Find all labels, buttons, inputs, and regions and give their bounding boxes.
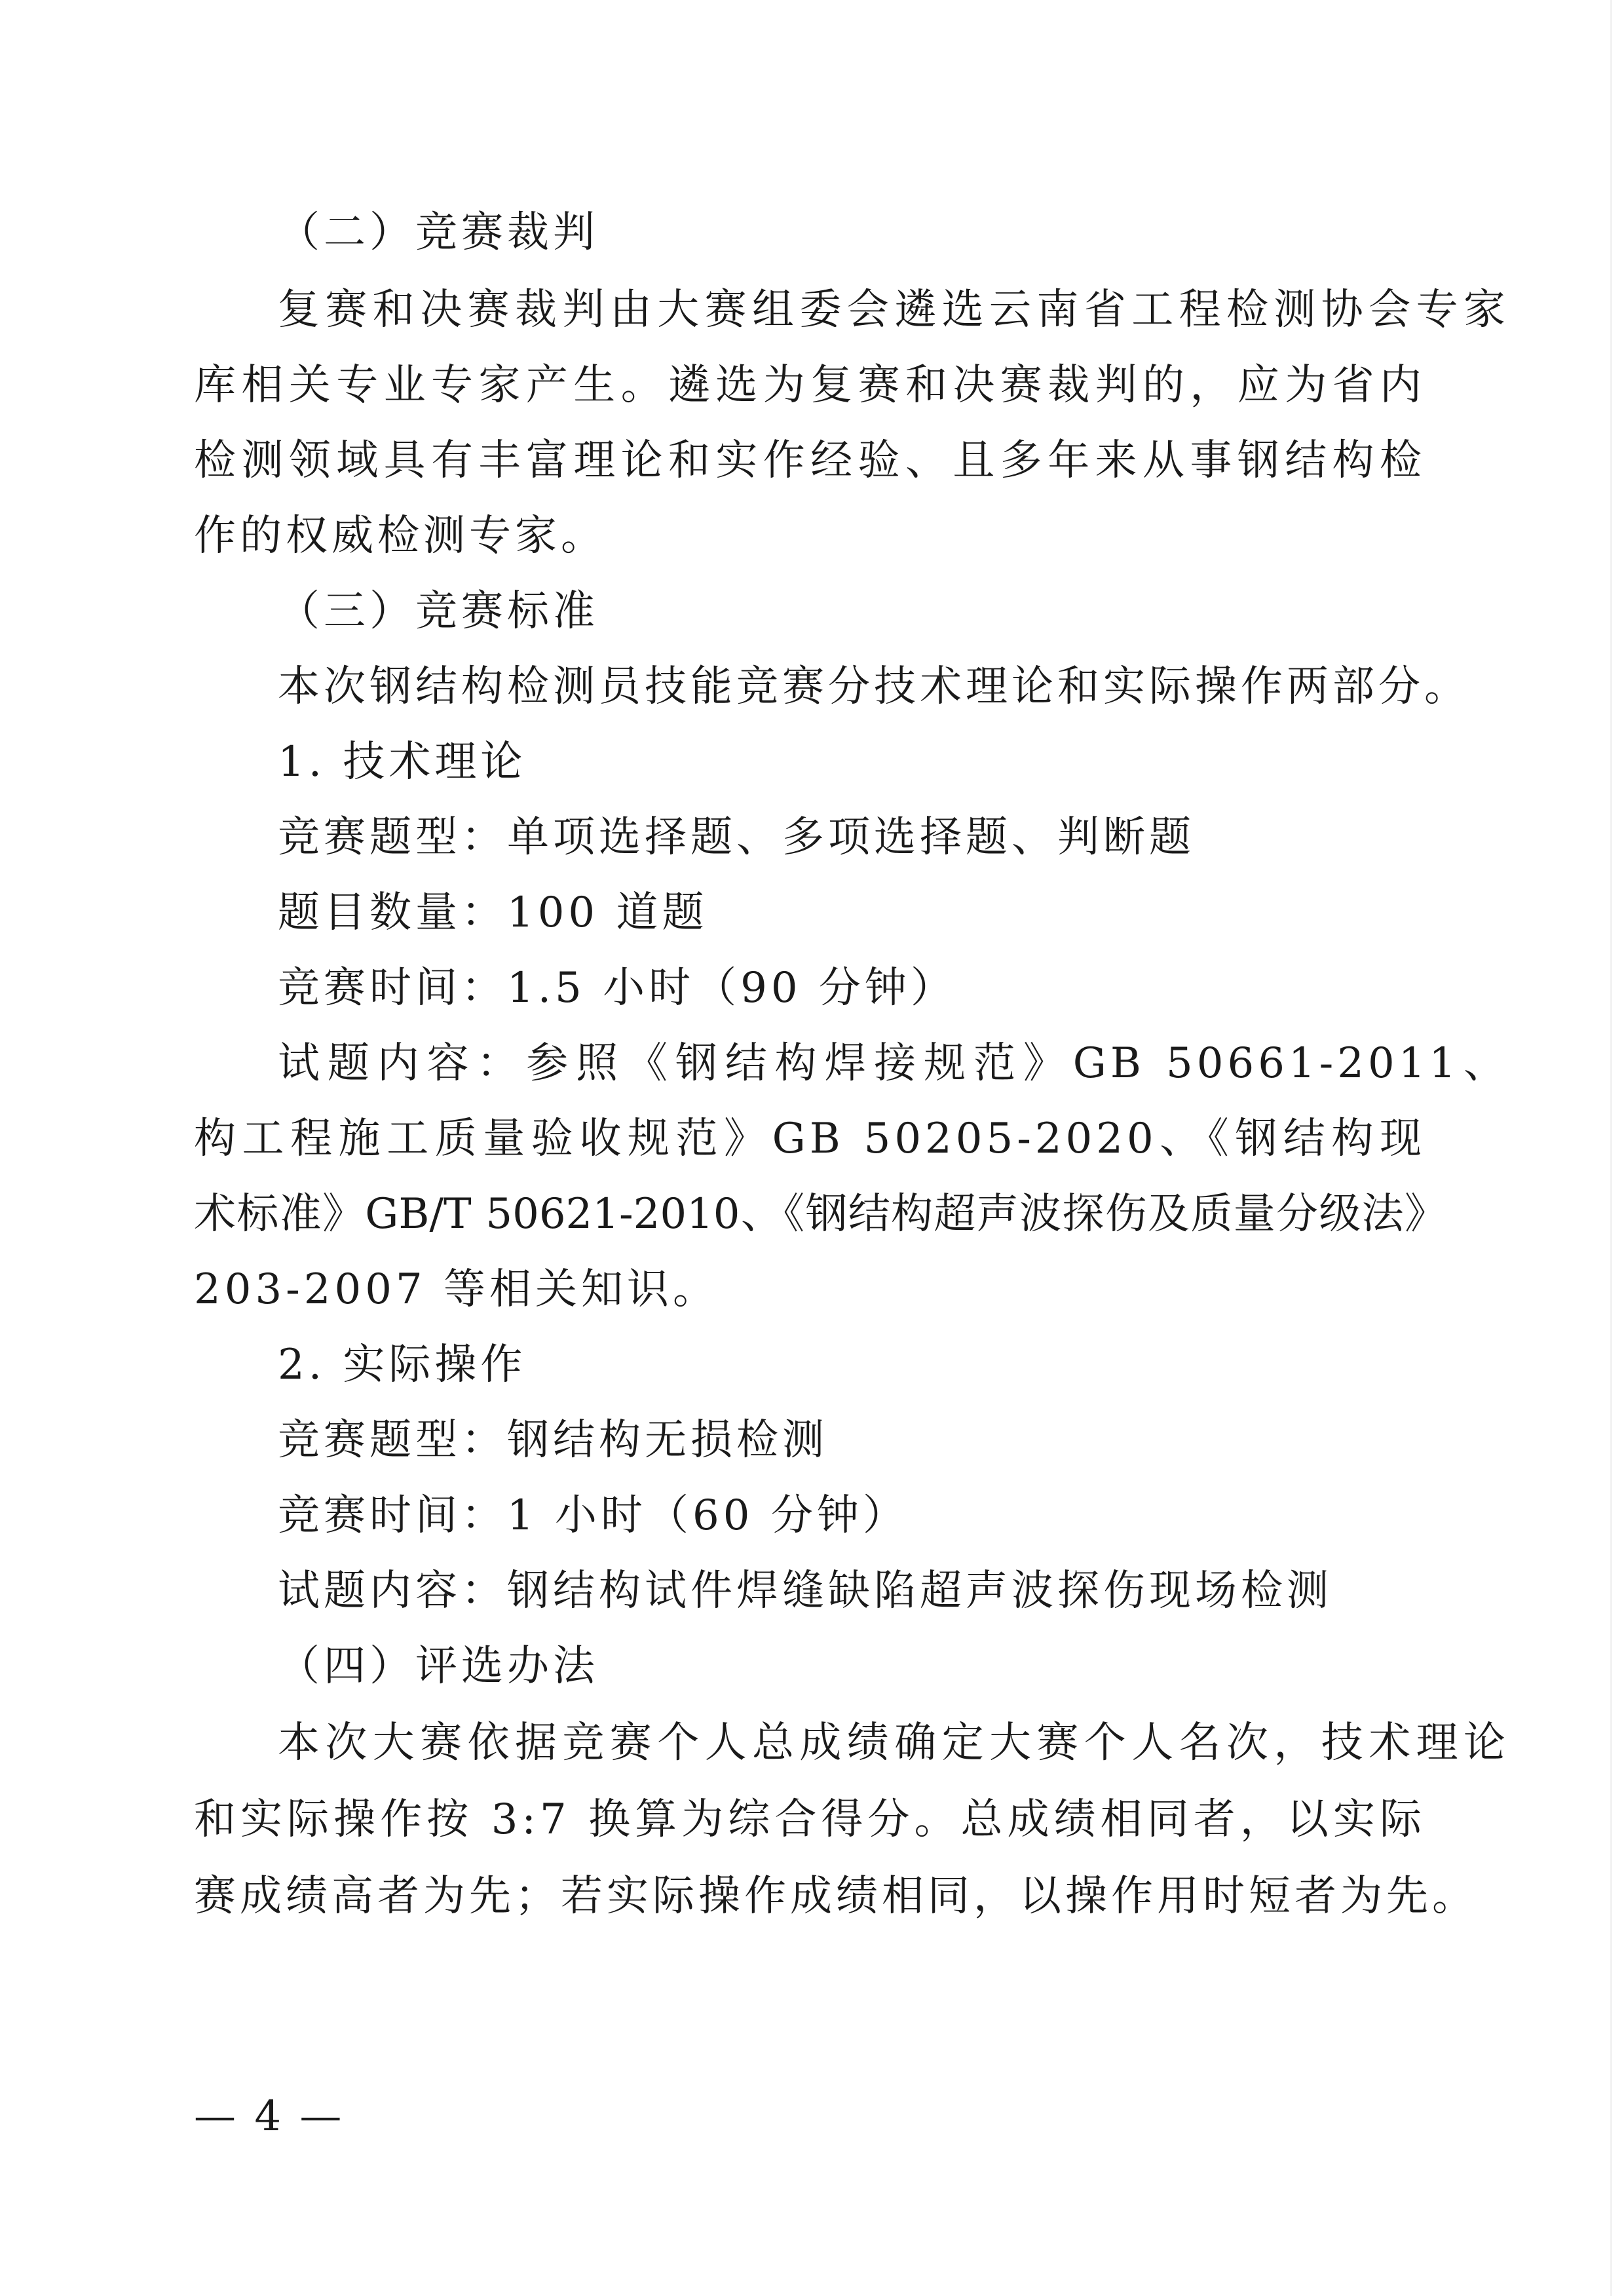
page-number: — 4 —: [194, 2092, 345, 2141]
paragraph-line: 术标准》GB/T 50621-2010、《钢结构超声波探伤及质量分级法》: [194, 1190, 1426, 1238]
paragraph-line: 试题内容：钢结构试件焊缝缺陷超声波探伤现场检测: [278, 1567, 1332, 1615]
paragraph-line: 竞赛时间：1 小时（60 分钟）: [278, 1491, 909, 1540]
paragraph-line: 构工程施工质量验收规范》GB 50205-2020、《钢结构现: [194, 1115, 1426, 1163]
paragraph-line: 试题内容：参照《钢结构焊接规范》GB 50661-2011、: [278, 1039, 1509, 1088]
paragraph-line: 本次钢结构检测员技能竞赛分技术理论和实际操作两部分。: [278, 662, 1470, 711]
paragraph-line: 竞赛题型：单项选择题、多项选择题、判断题: [278, 813, 1195, 862]
paragraph-line: 本次大赛依据竞赛个人总成绩确定大赛个人名次，技术理论: [278, 1719, 1509, 1767]
scan-edge: [1610, 0, 1612, 2296]
paragraph-line: 和实际操作按 3:7 换算为综合得分。总成绩相同者，以实际: [194, 1795, 1426, 1844]
section-heading-standards: （三）竞赛标准: [278, 587, 599, 636]
paragraph-line: 检测领域具有丰富理论和实作经验、且多年来从事钢结构检: [194, 436, 1426, 485]
section-heading-evaluation: （四）评选办法: [278, 1642, 599, 1691]
subheading-practice: 2. 实际操作: [278, 1341, 527, 1389]
paragraph-line: 赛成绩高者为先；若实际操作成绩相同，以操作用时短者为先。: [194, 1872, 1478, 1921]
subheading-theory: 1. 技术理论: [278, 738, 527, 786]
paragraph-line: 题目数量：100 道题: [278, 889, 708, 937]
paragraph-line: 作的权威检测专家。: [194, 512, 607, 560]
paragraph-line: 库相关专业专家产生。遴选为复赛和决赛裁判的，应为省内: [194, 361, 1426, 410]
paragraph-line: 竞赛题型：钢结构无损检测: [278, 1416, 828, 1464]
paragraph-line: 203-2007 等相关知识。: [194, 1265, 719, 1314]
paragraph-line: 复赛和决赛裁判由大赛组委会遴选云南省工程检测协会专家: [278, 286, 1509, 334]
section-heading-referees: （二）竞赛裁判: [278, 208, 599, 257]
paragraph-line: 竞赛时间：1.5 小时（90 分钟）: [278, 964, 956, 1012]
